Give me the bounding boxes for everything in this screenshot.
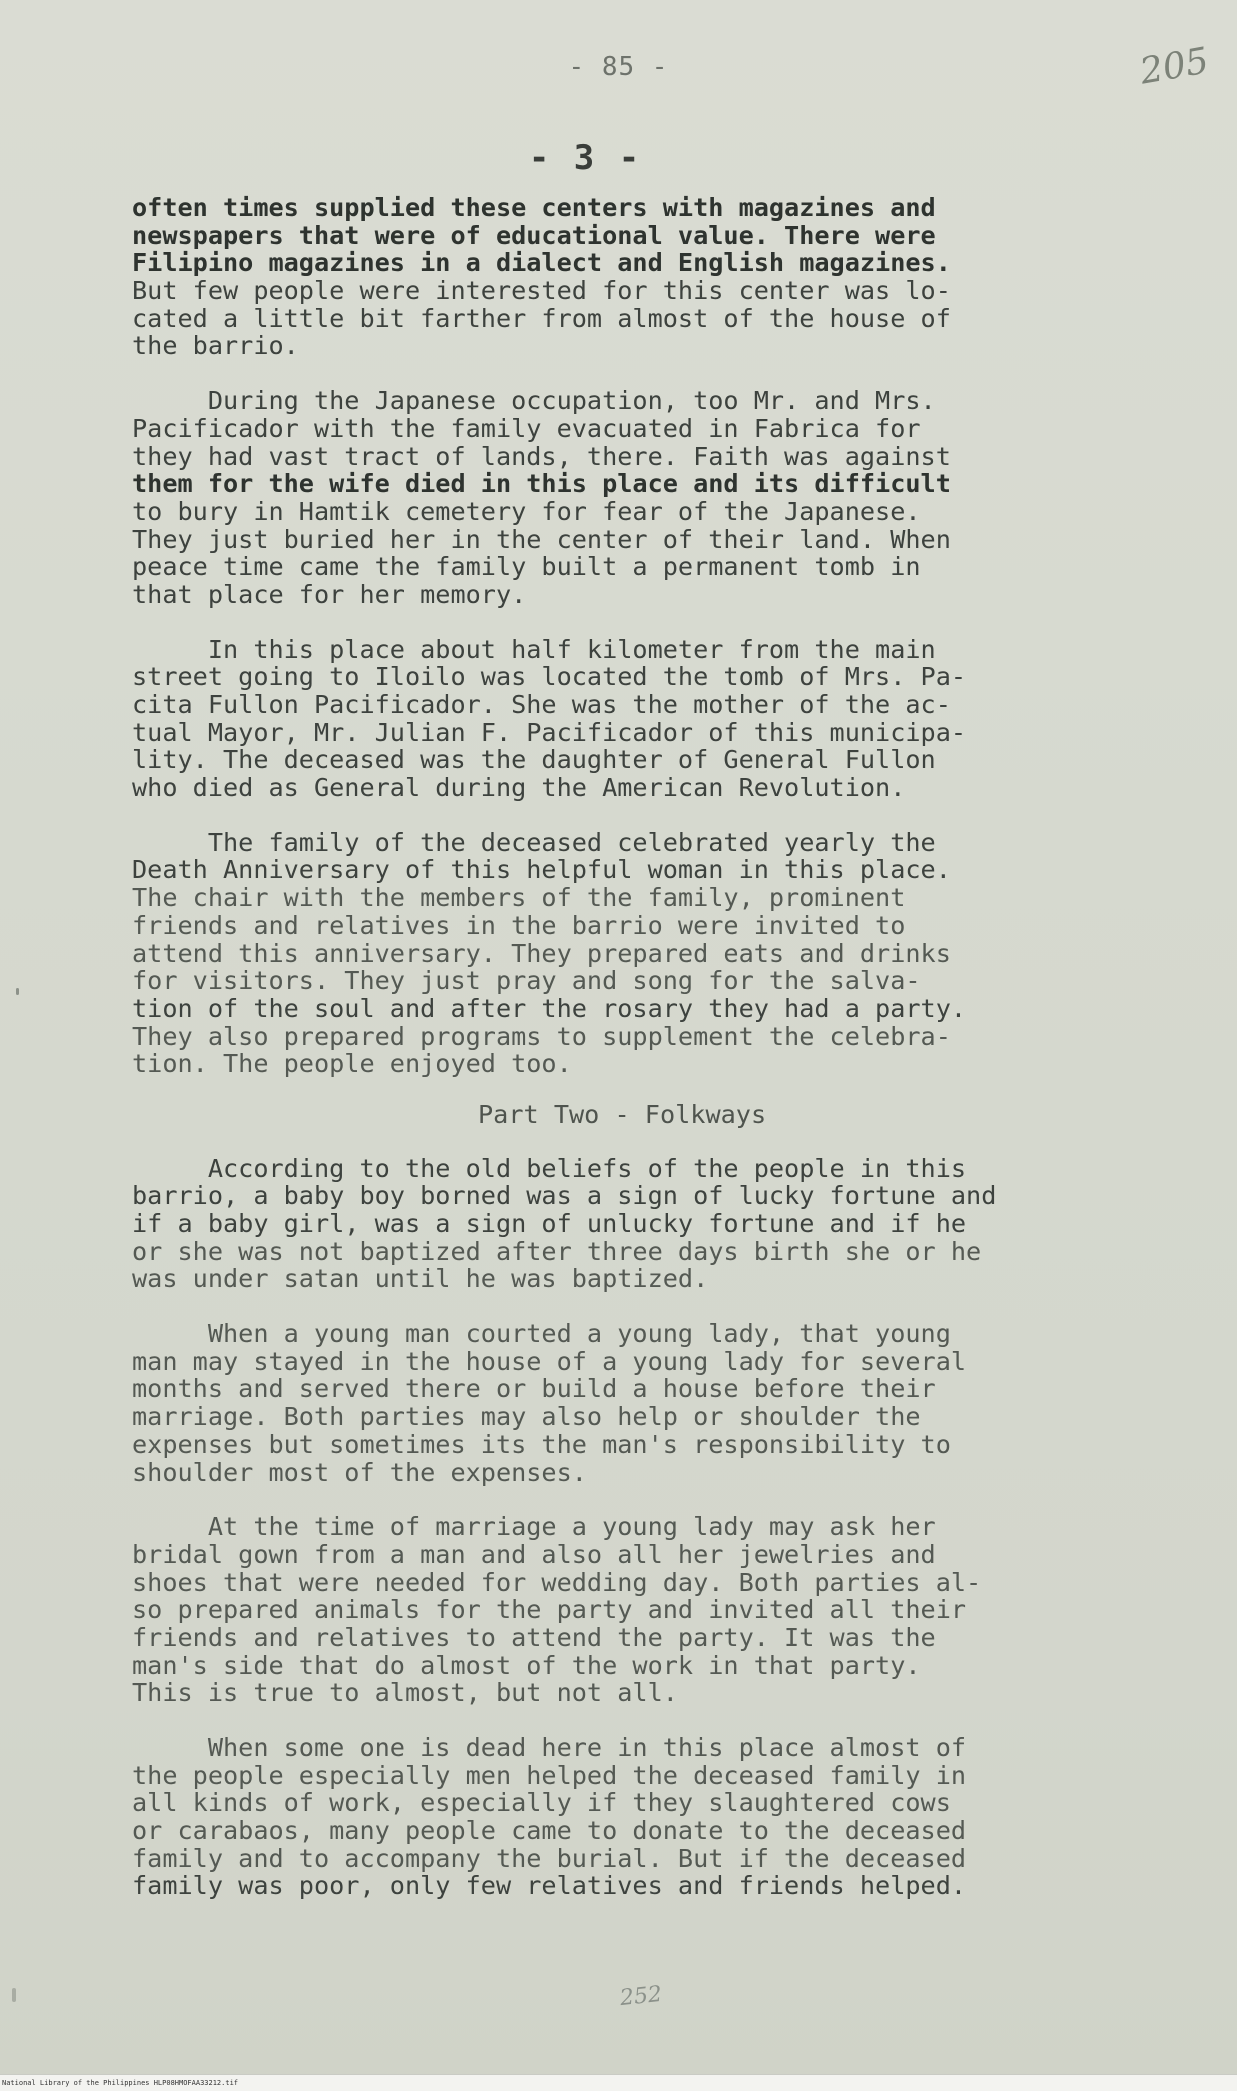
text-line: newspapers that were of educational value. There were <box>132 220 936 250</box>
text-line: they had vast tract of lands, there. Faith was against <box>132 441 951 471</box>
text-line: so prepared animals for the party and invited all their <box>132 1595 967 1625</box>
paper-speck <box>12 1988 16 2002</box>
text-line: was under satan until he was baptized. <box>132 1264 709 1294</box>
text-line: friends and relatives in the barrio were invited to <box>132 910 906 940</box>
text-line: who died as General during the American Revolution. <box>132 773 906 803</box>
body-text <box>132 194 1132 1927</box>
text-line: During the Japanese occupation, too Mr. and Mrs. <box>132 386 936 416</box>
text-line: months and served there or build a house before their <box>132 1374 936 1404</box>
text-line: peace time came the family built a permanent tomb in <box>132 552 921 582</box>
paragraph-death-anniversary <box>132 829 1132 1078</box>
text-line: attend this anniversary. They prepared eats and drinks <box>132 938 951 968</box>
text-line: lity. The deceased was the daughter of General Fullon <box>132 745 936 775</box>
text-line: Death Anniversary of this helpful woman in this place. <box>132 855 951 885</box>
paragraph-death-customs <box>132 1734 1132 1900</box>
text-line: According to the old beliefs of the people in this <box>132 1153 967 1183</box>
text-line: or carabaos, many people came to donate to the deceased <box>132 1816 967 1846</box>
bottom-handwritten-mark: 252 <box>618 1981 664 2012</box>
text-line: the barrio. <box>132 331 299 361</box>
top-page-number: - 85 - <box>568 52 669 82</box>
text-line: or she was not baptized after three days birth she or he <box>132 1236 982 1266</box>
text-line: family was poor, only few relatives and friends helped. <box>132 1871 967 1901</box>
text-line: The chair with the members of the family, prominent <box>132 883 906 913</box>
text-line: that place for her memory. <box>132 579 527 609</box>
text-line: the people especially men helped the deceased family in <box>132 1760 967 1790</box>
text-line: all kinds of work, especially if they slaughtered cows <box>132 1788 951 1818</box>
text-line: tual Mayor, Mr. Julian F. Pacificador of this municipa- <box>132 717 967 747</box>
text-line: for visitors. They just pray and song for the salva- <box>132 966 921 996</box>
text-line: shoulder most of the expenses. <box>132 1457 587 1487</box>
text-line: Filipino magazines in a dialect and English magazines. <box>132 248 951 278</box>
text-line: friends and relatives to attend the party. It was the <box>132 1622 936 1652</box>
text-line: man may stayed in the house of a young lady for several <box>132 1346 967 1376</box>
text-line: barrio, a baby boy borned was a sign of lucky fortune and <box>132 1181 997 1211</box>
paragraph-tomb-location <box>132 636 1132 802</box>
paragraph-marriage <box>132 1513 1132 1707</box>
text-line: But few people were interested for this center was lo- <box>132 276 951 306</box>
text-line: marriage. Both parties may also help or shoulder the <box>132 1402 921 1432</box>
text-line: shoes that were needed for wedding day. Both parties al- <box>132 1567 982 1597</box>
text-line: When a young man courted a young lady, that young <box>132 1319 951 1349</box>
text-line: if a baby girl, was a sign of unlucky fortune and if he <box>132 1209 967 1238</box>
text-line: often times supplied these centers with magazines and <box>132 193 936 222</box>
paper-speck <box>16 988 19 995</box>
text-line: man's side that do almost of the work in that party. <box>132 1650 921 1680</box>
text-line: They just buried her in the center of their land. When <box>132 524 951 554</box>
text-line: The family of the deceased celebrated yearly the <box>132 827 936 857</box>
text-line: In this place about half kilometer from the main <box>132 634 936 664</box>
text-line: They also prepared programs to supplement the celebra- <box>132 1021 951 1051</box>
text-line: to bury in Hamtik cemetery for fear of the Japanese. <box>132 496 921 526</box>
paragraph-old-beliefs <box>132 1155 1132 1293</box>
text-line: When some one is dead here in this place almost of <box>132 1733 967 1762</box>
text-line: This is true to almost, but not all. <box>132 1678 678 1708</box>
text-line: tion. The people enjoyed too. <box>132 1049 572 1079</box>
text-line: bridal gown from a man and also all her jewelries and <box>132 1539 936 1569</box>
text-line: expenses but sometimes its the man's responsibility to <box>132 1429 951 1459</box>
text-line: family and to accompany the burial. But if the deceased <box>132 1843 967 1873</box>
paragraph-japanese-occupation <box>132 387 1132 609</box>
section-number: - 3 - <box>528 138 642 178</box>
text-line: street going to Iloilo was located the tomb of Mrs. Pa- <box>132 662 967 692</box>
text-line: cated a little bit farther from almost of the house of <box>132 303 951 333</box>
text-line: cita Fullon Pacificador. She was the mother of the ac- <box>132 690 951 719</box>
part-heading: Part Two - Folkways <box>478 1099 767 1129</box>
archive-footer: National Library of the Philippines HLP08HMOFAA33212.tif <box>0 2074 1237 2091</box>
paragraph-courtship <box>132 1320 1132 1486</box>
handwritten-page-number: 205 <box>1136 40 1212 93</box>
text-line: tion of the soul and after the rosary they had a party. <box>132 993 967 1023</box>
text-line: At the time of marriage a young lady may ask her <box>132 1512 936 1542</box>
paragraph-reading-centers <box>132 194 1132 360</box>
text-line: them for the wife died in this place and its difficult <box>132 469 951 499</box>
text-line: Pacificador with the family evacuated in Fabrica for <box>132 413 921 443</box>
